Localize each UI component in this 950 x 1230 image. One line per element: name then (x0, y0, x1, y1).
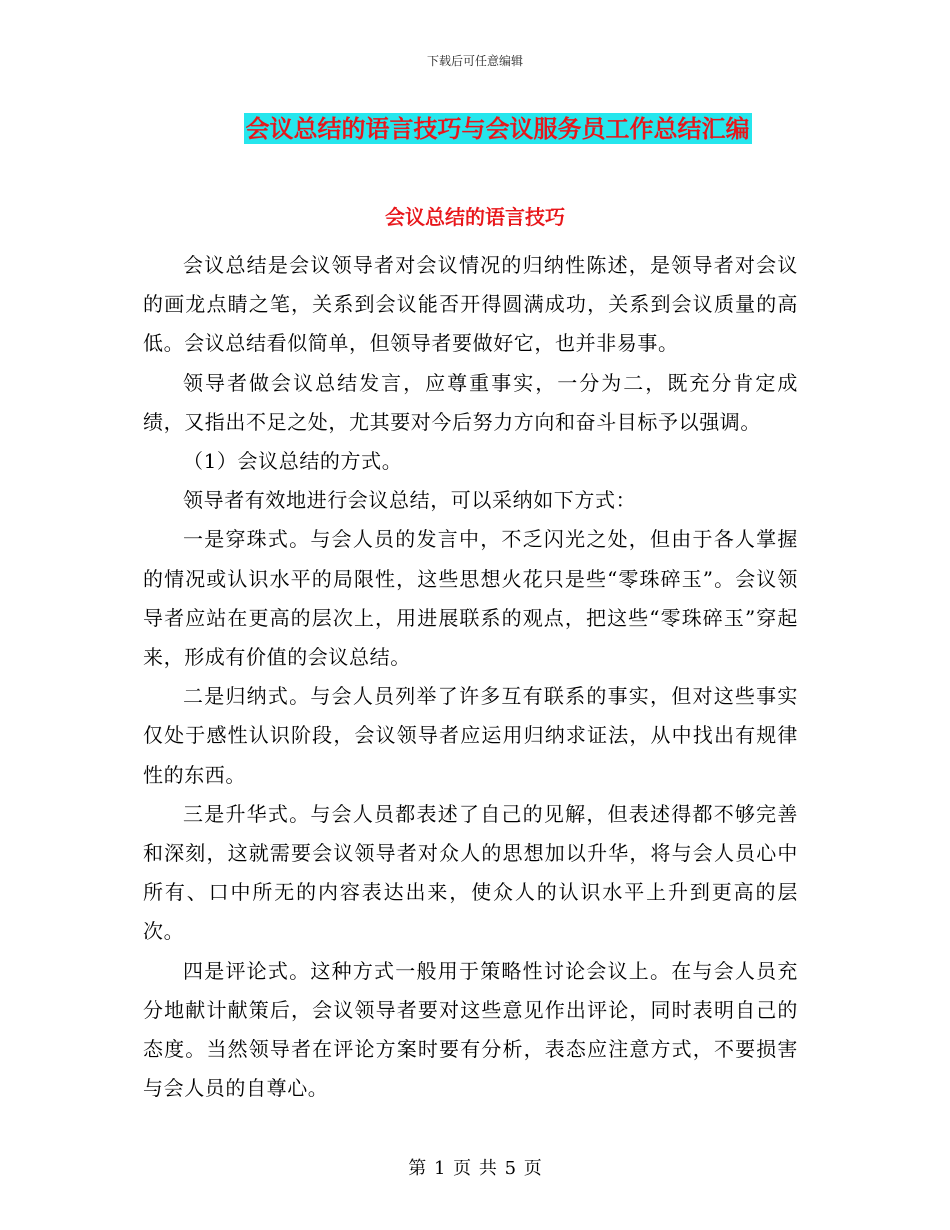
section-title: 会议总结的语言技巧 (385, 205, 565, 229)
body-text (143, 246, 798, 1108)
paragraph: 领导者做会议总结发言，应尊重事实，一分为二，既充分肯定成绩，又指出不足之处，尤其要对今后努力方向和奋斗目标予以强调。 (143, 370, 798, 434)
paragraph: 二是归纳式。与会人员列举了许多互有联系的事实，但对这些事实仅处于感性认识阶段，会议领导者应运用归纳求证法，从中找出有规律性的东西。 (143, 684, 798, 787)
header-note: 下载后可任意编辑 (426, 54, 523, 68)
document-title-text: 会议总结的语言技巧与会议服务员工作总结汇编 (245, 114, 750, 143)
paragraph: 四是评论式。这种方式一般用于策略性讨论会议上。在与会人员充分地献计献策后，会议领导者要对这些意见作出评论，同时表明自己的态度。当然领导者在评论方案时要有分析，表态应注意方式，不要损害与会人员的自尊心。 (143, 958, 798, 1101)
paragraph: 三是升华式。与会人员都表述了自己的见解，但表述得都不够完善和深刻，这就需要会议领导者对众人的思想加以升华，将与会人员心中所有、口中所无的内容表达出来，使众人的认识水平上升到更高的层次。 (143, 801, 798, 944)
paragraph: 一是穿珠式。与会人员的发言中，不乏闪光之处，但由于各人掌握的情况或认识水平的局限性，这些思想火花只是些“零珠碎玉”。会议领导者应站在更高的层次上，用进展联系的观点，把这些“零珠碎玉”穿起来，形成有价值的会议总结。 (143, 527, 798, 670)
paragraph: （1）会议总结的方式。 (183, 449, 403, 474)
paragraph: 领导者有效地进行会议总结，可以采纳如下方式： (183, 488, 637, 513)
paragraph: 会议总结是会议领导者对会议情况的归纳性陈述，是领导者对会议的画龙点睛之笔，关系到会议能否开得圆满成功，关系到会议质量的高低。会议总结看似简单，但领导者要做好它，也并非易事。 (143, 253, 798, 356)
page-footer: 第 1 页 共 5 页 (408, 1158, 542, 1179)
document-title (0, 112, 950, 146)
